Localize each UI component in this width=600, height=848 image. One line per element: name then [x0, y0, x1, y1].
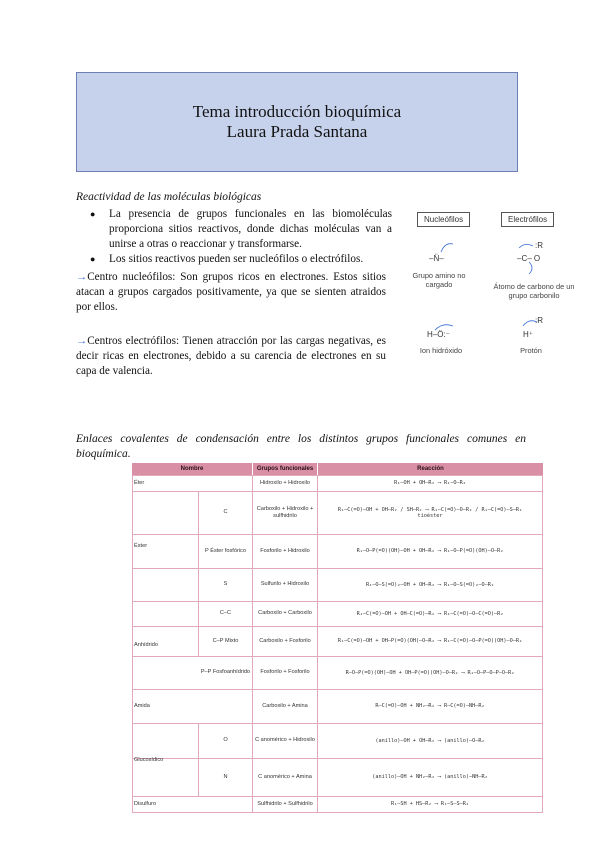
carbonyl-formula: –C– O [517, 254, 541, 263]
table-cell-groups: Sulfhidrilo + Sulfhidrilo [257, 800, 313, 807]
table-cell-groups: Carboxilo + Hidroxilo + sulfhidrilo [256, 505, 314, 519]
table-cell-name: Anhídrido [134, 642, 158, 648]
bullet-item: ● Los sitios reactivos pueden ser nucleófilos o electrófilos. [76, 252, 392, 267]
table-cell-name: Disulfuro [134, 801, 157, 807]
table-cell-reaction: R₁–SH + HS–R₂ ⟶ R₁–S–S–R₂ [390, 801, 470, 807]
nucleophile-text: Centro nucleófilos: Son grupos ricos en electrones. Estos sitios atacan a grupos cargados positivamente, ya que se sienten atraidos por ellos. [76, 271, 386, 313]
table-cell-reaction: R₁–OH + OH–R₂ ⟶ R₁–O–R₂ [394, 480, 466, 486]
electrophiles-label: Electrófilos [501, 212, 554, 227]
table-cell-groups: Sulfurilo + Hidroxilo [260, 581, 310, 587]
table-cell-name: Éter [134, 480, 145, 486]
table-cell-reaction: R₁–O–S(=O)₂–OH + OH–R₂ ⟶ R₁–O–S(=O)₂–O–R₂ [365, 581, 495, 588]
proton-formula: H⁺ [523, 330, 533, 339]
table-cell-name: Éster [134, 543, 148, 549]
table-cell-subtype: N [223, 773, 228, 780]
table-cell-reaction: R₁–C(=O)–OH + OH–P(=O)(OH)–O–R₂ ⟶ R₁–C(=O)–O–P(=O)(OH)–O–R₂ [337, 638, 523, 644]
amine-formula: –N̈– [429, 254, 444, 263]
table-cell-groups: Hidroxilo + Hidroxilo [260, 479, 310, 486]
table-cell-groups: Carboxilo + Amina [262, 702, 308, 709]
table-header-reaction: Reacción [318, 463, 543, 475]
table-cell-reaction: R–C(=O)–OH + NH₂–R₂ ⟶ R–C(=O)–NH–R₂ [375, 703, 485, 709]
author-name: Laura Prada Santana [226, 122, 368, 141]
table-cell-subtype: C–P Mixto [212, 637, 239, 644]
nucleophile-paragraph [76, 270, 386, 315]
table-cell-reaction: R₁–O–P(=O)(OH)–OH + OH–R₂ ⟶ R₁–O–P(=O)(OH)–O–R₂ [356, 548, 504, 554]
electrophile-paragraph [76, 334, 386, 379]
table-cell-groups: Fosforilo + Hidroxilo [260, 547, 310, 554]
table-cell-name: Amida [134, 703, 150, 709]
table-header-groups: Grupos funcionales [253, 463, 317, 475]
bullet-item: ● La presencia de grupos funcionales en las biomoléculas proporciona sitios reactivos, donde dichas moléculas van a unirse a otras o reaccionar y transformarse. [76, 207, 392, 252]
amine-caption: Grupo amino no cargado [412, 271, 466, 289]
table-cell-groups: C anomérico + Hidroxilo [255, 737, 315, 743]
nucleophile-electrophile-figure [405, 208, 580, 368]
proton-r-mark: :R [535, 316, 543, 325]
table-cell-reaction: (anillo)–OH + OH–R₂ ⟶ (anillo)–O–R₂ [375, 737, 485, 744]
arrow-icon: → [76, 271, 88, 283]
table-cell-reaction: R–O–P(=O)(OH)–OH + OH–P(=O)(OH)–O–R₂ ⟶ R₁–O–P–O–P–O–R₂ [345, 669, 515, 676]
hydroxide-caption: Ion hidróxido [419, 346, 463, 355]
table-cell-reaction: (anillo)–OH + NH₂–R₂ ⟶ (anillo)–NH–R₂ [372, 774, 488, 780]
section-heading-reactivity: Reactividad de las moléculas biológicas [76, 191, 262, 203]
table-cell-groups: Fosforilo + Fosforilo [260, 669, 310, 675]
table-cell-subtype: S [223, 581, 228, 587]
document-title: Tema introducción bioquímica [192, 102, 402, 121]
reactivity-bullet-list [76, 207, 392, 267]
section-heading-bonds: Enlaces covalentes de condensación entre los distintos grupos funcionales comunes en bioquímica. [76, 433, 526, 460]
table-cell-name: Glucosídico [134, 756, 164, 763]
table-cell-subtype: C [223, 509, 228, 515]
table-cell-groups: C anomérico + Amina [258, 773, 312, 780]
carbonyl-caption: Átomo de carbono de un grupo carbonilo [493, 282, 575, 300]
table-cell-subtype: C–C [219, 610, 232, 616]
hydroxide-formula: H–Ö:⁻ [427, 330, 450, 339]
table-cell-subtype: O [223, 737, 228, 743]
table-cell-groups: Carboxilo + Carboxilo [258, 610, 312, 616]
arrow-icon: → [76, 335, 88, 347]
electrophile-text: Centros electrófilos: Tienen atracción por las cargas negativas, es decir ricas en electrones, debido a su carencia de electrones en su capa de valencia. [76, 335, 386, 377]
condensation-bonds-table [132, 463, 543, 813]
table-cell-reaction: R₁–C(=O)–OH + OH–C(=O)–R₂ ⟶ R₁–C(=O)–O–C(=O)–R₂ [356, 610, 504, 617]
carbonyl-r-mark: :R [535, 241, 543, 250]
table-cell-subtype: P–P Fosfoanhídrido [200, 669, 251, 675]
table-header-name: Nombre [132, 463, 252, 475]
title-box [76, 72, 518, 172]
table-cell-groups: Carboxilo + Fosforilo [259, 637, 311, 644]
nucleophiles-label: Nucleófilos [417, 212, 470, 227]
table-cell-reaction: R₁–C(=O)–OH + OH–R₂ / SH–R₂ ⟶ R₁–C(=O)–O–R₂ / R₁–C(=O)–S–R₂ tioéster [337, 506, 523, 519]
table-cell-subtype: P Éster fosfórico [205, 547, 246, 554]
proton-caption: Protón [520, 346, 542, 355]
